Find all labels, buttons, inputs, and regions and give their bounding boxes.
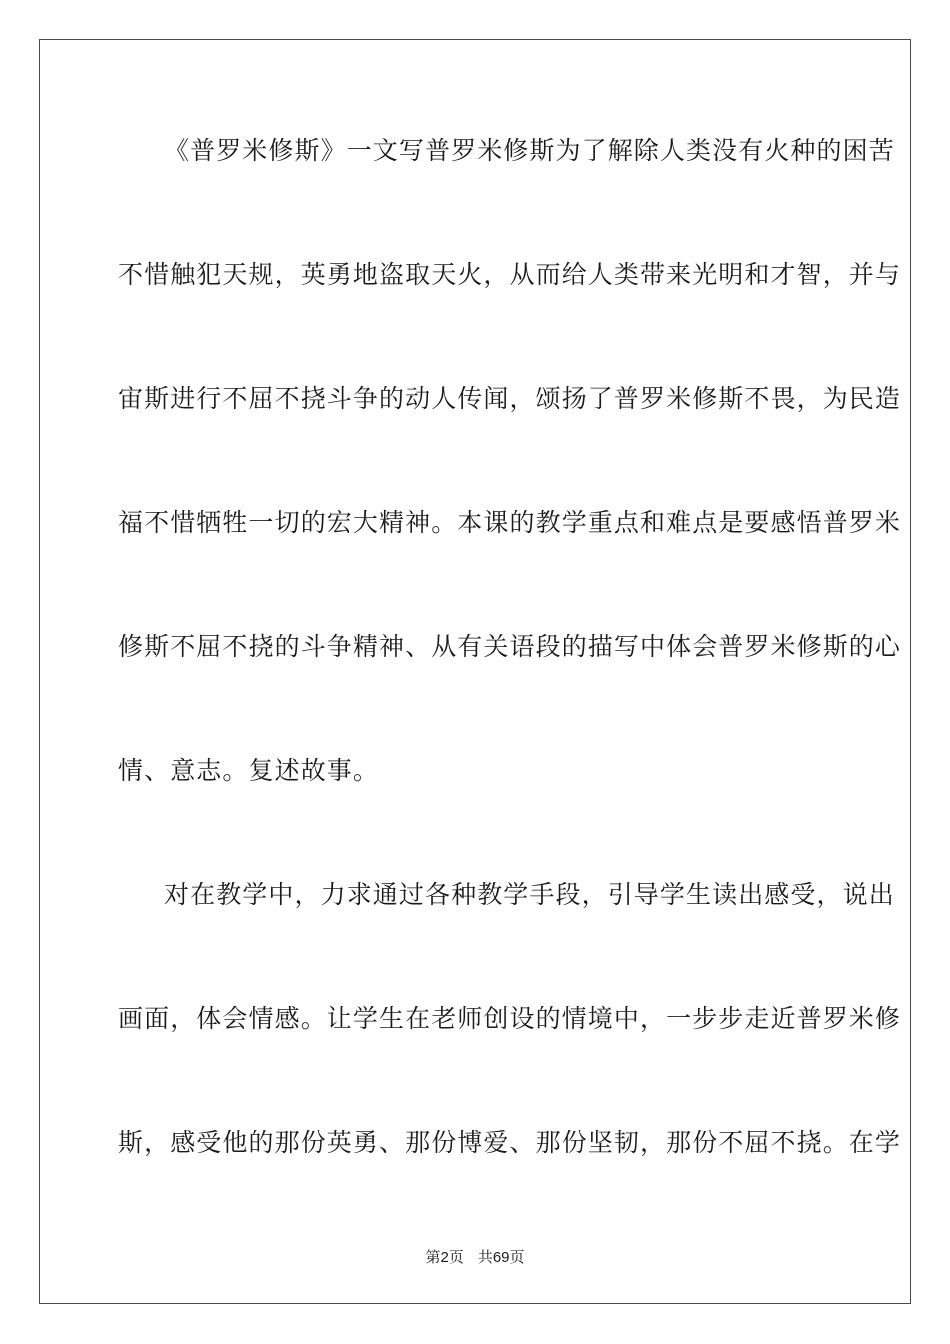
paragraph-2-line-1: 对在教学中，力求通过各种教学手段，引导学生读出感受，说出 — [164, 880, 895, 909]
footer-total-pages: 69 — [492, 1249, 510, 1266]
paragraph-1-line-4: 福不惜牺牲一切的宏大精神。本课的教学重点和难点是要感悟普罗米 — [118, 508, 902, 537]
paragraph-1-line-6: 情、意志。复述故事。 — [118, 756, 380, 785]
paragraph-1-line-5: 修斯不屈不挠的斗争精神、从有关语段的描写中体会普罗米修斯的心 — [118, 632, 902, 661]
paragraph-1-line-3: 宙斯进行不屈不挠斗争的动人传闻，颂扬了普罗米修斯不畏，为民造 — [118, 384, 902, 413]
footer-page-prefix: 第 — [425, 1248, 441, 1266]
page-footer — [0, 1248, 950, 1267]
paragraph-1-line-1: 《普罗米修斯》一文写普罗米修斯为了解除人类没有火种的困苦 — [164, 136, 895, 165]
paragraph-2-line-2: 画面，体会情感。让学生在老师创设的情境中，一步步走近普罗米修 — [118, 1004, 902, 1033]
footer-page-suffix: 页 — [448, 1248, 464, 1266]
paragraph-2-line-3: 斯，感受他的那份英勇、那份博爱、那份坚韧，那份不屈不挠。在学 — [118, 1128, 902, 1157]
footer-total-prefix: 共 — [477, 1248, 493, 1266]
footer-total-suffix: 页 — [509, 1248, 525, 1266]
page-border — [39, 39, 911, 1304]
paragraph-1-line-2: 不惜触犯天规，英勇地盗取天火，从而给人类带来光明和才智，并与 — [118, 260, 902, 289]
footer-page-number: 2 — [440, 1249, 449, 1266]
